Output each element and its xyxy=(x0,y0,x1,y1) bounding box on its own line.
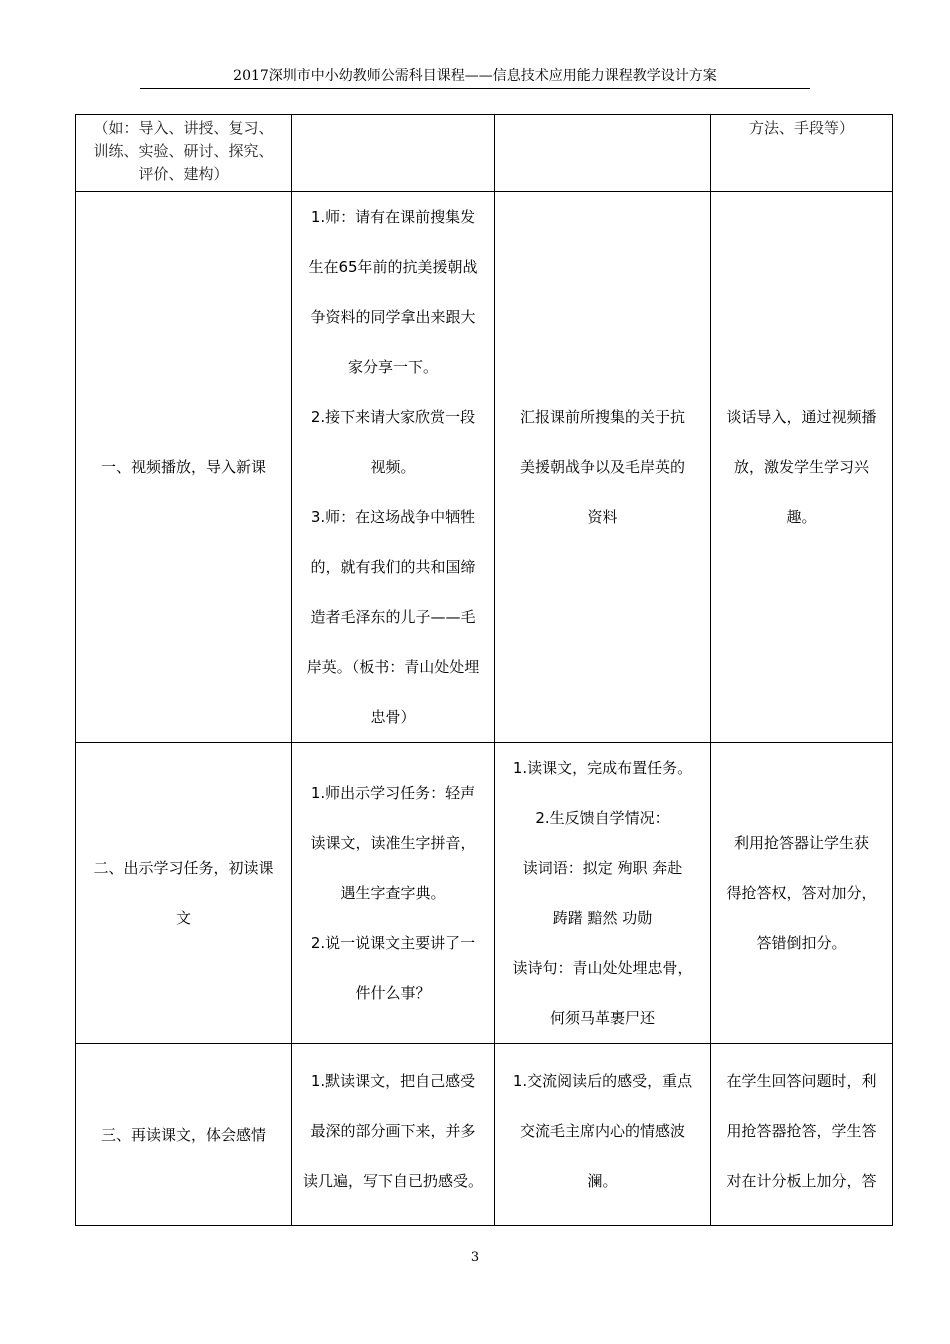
student-activity-cell xyxy=(495,743,711,1044)
method-line: 在学生回答问题时，利 xyxy=(726,1072,877,1090)
teacher-activity-cell xyxy=(292,192,495,743)
student-line: 踌躇 黯然 功勋 xyxy=(552,909,653,927)
teacher-line: 争资料的同学拿出来跟大 xyxy=(310,308,476,326)
method-line: 得抢答权，答对加分， xyxy=(726,884,877,902)
teacher-line: 件什么事？ xyxy=(355,984,431,1002)
head-stage-line: 训练、实验、研讨、探究、 xyxy=(93,142,274,160)
head-student-cell xyxy=(495,115,711,192)
head-stage-cell xyxy=(76,115,292,192)
teacher-line: 遇生字查字典。 xyxy=(340,884,446,902)
teacher-line: 读几遍，写下自已扔感受。 xyxy=(302,1172,483,1190)
teacher-line: 造者毛泽东的儿子——毛 xyxy=(310,608,476,626)
stage-cell xyxy=(76,743,292,1044)
method-line: 答错倒扣分。 xyxy=(756,934,847,952)
method-cell xyxy=(711,1044,893,1226)
teacher-line: 2.说一说课文主要讲了一 xyxy=(310,934,476,952)
teacher-line: 生在65年前的抗美援朝战 xyxy=(308,258,478,276)
student-line: 澜。 xyxy=(587,1172,618,1190)
header-rule xyxy=(140,88,810,89)
stage-line: 文 xyxy=(175,909,191,927)
method-line: 放，激发学生学习兴 xyxy=(733,458,869,476)
teacher-line: 3.师：在这场战争中牺牲 xyxy=(310,508,476,526)
student-line: 资料 xyxy=(587,508,618,526)
stage-line: 三、再读课文，体会感情 xyxy=(100,1125,266,1144)
document-header: 2017深圳市中小幼教师公需科目课程——信息技术应用能力课程教学设计方案 xyxy=(233,68,717,84)
teacher-line: 忠骨） xyxy=(370,708,416,726)
table-row xyxy=(76,743,893,1044)
method-cell xyxy=(711,192,893,743)
student-line: 读诗句：青山处处埋忠骨， xyxy=(512,959,693,977)
head-method-cell xyxy=(711,115,893,192)
student-line: 1.读课文，完成布置任务。 xyxy=(512,759,693,777)
student-activity-cell xyxy=(495,192,711,743)
student-line: 汇报课前所搜集的关于抗 xyxy=(519,408,685,426)
lesson-plan-table xyxy=(75,114,893,1226)
teacher-line: 家分享一下。 xyxy=(347,358,438,376)
student-line: 1.交流阅读后的感受，重点 xyxy=(512,1072,693,1090)
student-activity-cell xyxy=(495,1044,711,1226)
stage-cell xyxy=(76,192,292,743)
stage-line: 二、出示学习任务，初读课 xyxy=(93,859,274,877)
table-header-row xyxy=(76,115,893,192)
head-stage-line: （如：导入、讲授、复习、 xyxy=(93,119,274,137)
stage-line: 一、视频播放，导入新课 xyxy=(100,458,266,476)
student-line: 美援朝战争以及毛岸英的 xyxy=(519,458,685,476)
student-line: 2.生反馈自学情况： xyxy=(535,809,670,827)
teacher-line: 的，就有我们的共和国缔 xyxy=(310,558,476,576)
student-line: 交流毛主席内心的情感波 xyxy=(519,1122,685,1140)
table-row xyxy=(76,1044,893,1226)
teacher-line: 1.师：请有在课前搜集发 xyxy=(310,208,476,226)
teacher-line: 视频。 xyxy=(370,458,416,476)
table-row xyxy=(76,192,893,743)
student-line: 何须马革裹尸还 xyxy=(549,1009,655,1027)
page-number: 3 xyxy=(470,1250,480,1265)
method-line: 趣。 xyxy=(786,508,817,526)
student-line: 读词语：拟定 殉职 奔赴 xyxy=(522,859,683,877)
teacher-line: 最深的部分画下来，并多 xyxy=(310,1122,476,1140)
method-line: 用抢答器抢答，学生答 xyxy=(726,1122,877,1140)
method-line: 利用抢答器让学生获 xyxy=(733,834,869,852)
teacher-activity-cell xyxy=(292,743,495,1044)
method-line: 对在计分板上加分，答 xyxy=(726,1172,877,1190)
stage-cell xyxy=(76,1044,292,1226)
method-cell xyxy=(711,743,893,1044)
teacher-line: 岸英。（板书：青山处处埋 xyxy=(306,658,480,676)
teacher-activity-cell xyxy=(292,1044,495,1226)
head-teacher-cell xyxy=(292,115,495,192)
teacher-line: 1.默读课文，把自己感受 xyxy=(310,1072,476,1090)
method-line: 谈话导入，通过视频播 xyxy=(726,408,877,426)
teacher-line: 2.接下来请大家欣赏一段 xyxy=(310,408,476,426)
head-stage-line: 评价、建构） xyxy=(138,165,229,183)
teacher-line: 1.师出示学习任务：轻声 xyxy=(310,784,476,802)
teacher-line: 读课文，读准生字拼音， xyxy=(310,834,476,852)
head-method-line: 方法、手段等） xyxy=(748,119,854,137)
